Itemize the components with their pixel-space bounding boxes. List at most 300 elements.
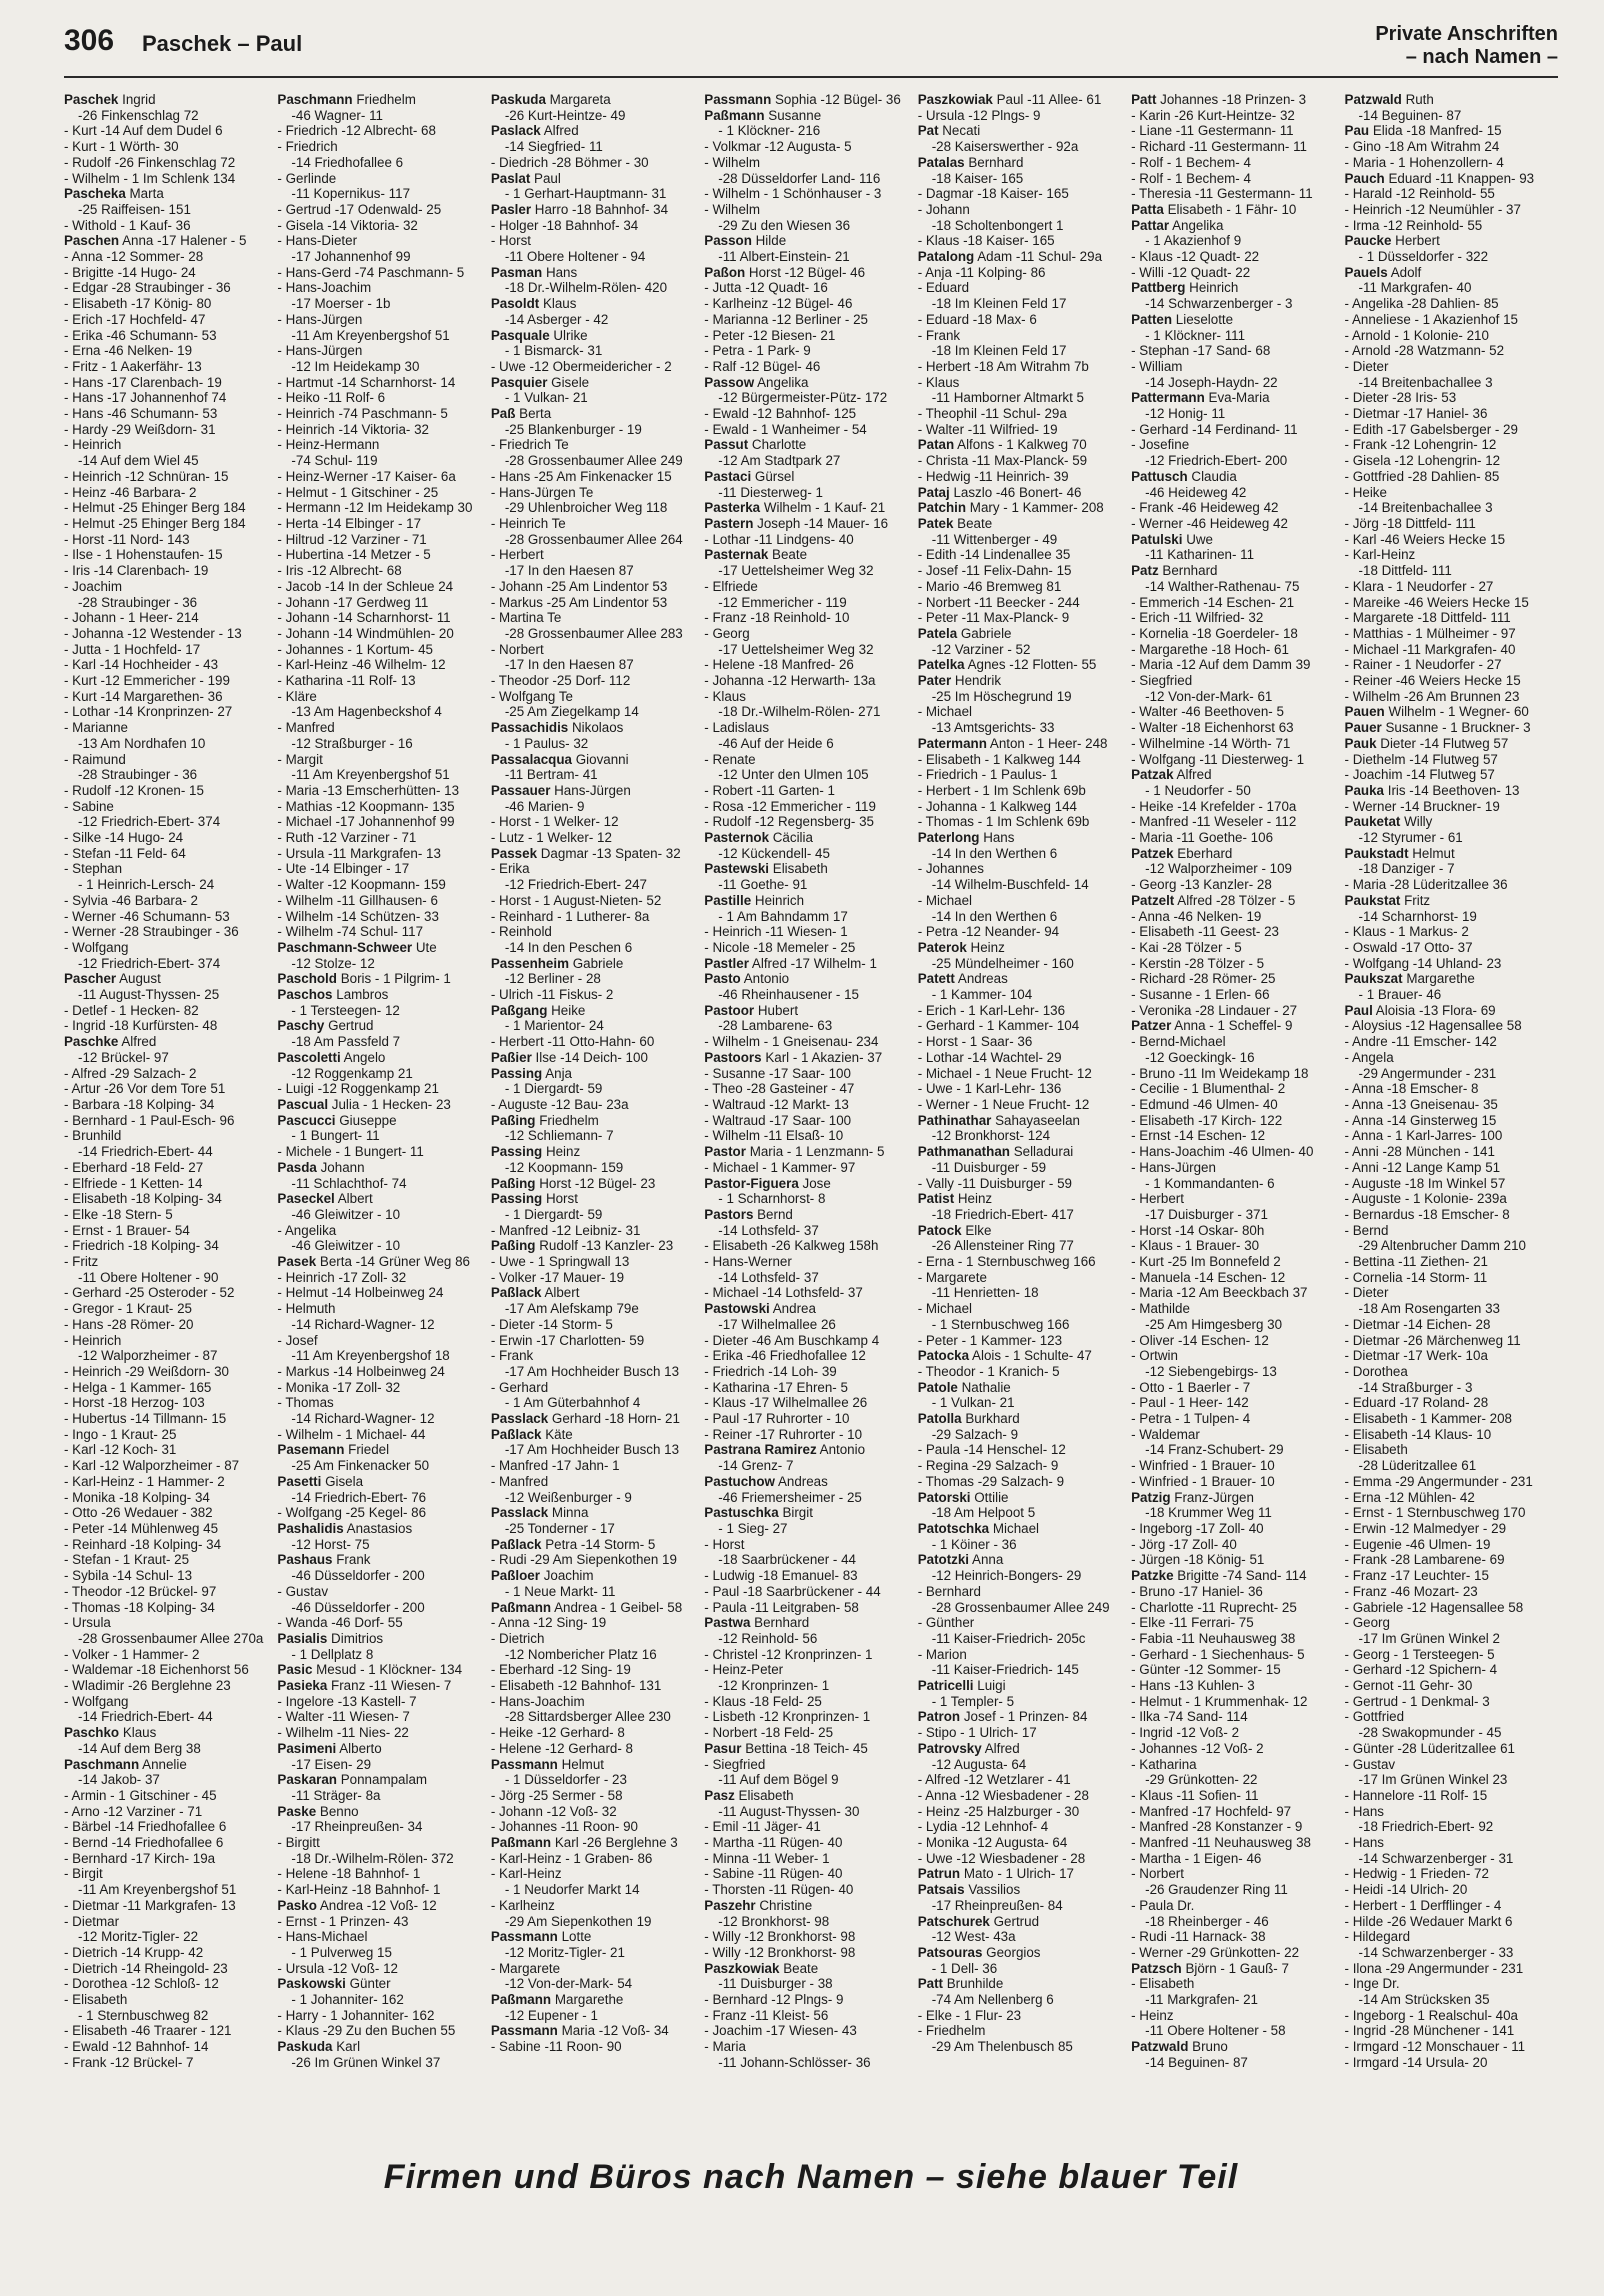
directory-entry <box>277 1097 486 1113</box>
entry-text: - Armin - 1 Gitschiner - 45 <box>64 1787 217 1803</box>
directory-entry <box>704 343 913 359</box>
entry-text: Andreas <box>777 1473 828 1489</box>
directory-entry <box>1131 846 1340 862</box>
surname: Pasman <box>490 264 543 280</box>
directory-entry <box>1131 312 1340 328</box>
entry-text: Burkhard <box>965 1411 1020 1427</box>
directory-entry <box>1131 1160 1340 1176</box>
directory-entry <box>277 1929 486 1945</box>
entry-text: -11 Diesterweg- 1 <box>718 484 823 500</box>
directory-entry <box>64 1851 273 1867</box>
directory-entry <box>64 1458 273 1474</box>
entry-text: - Heinrich -74 Paschmann- 5 <box>277 406 448 422</box>
entry-text: - Uwe - 1 Springwall 13 <box>490 1254 630 1270</box>
directory-entry <box>491 1694 700 1710</box>
entry-text: - 1 Tersteegen- 12 <box>291 1002 400 1018</box>
entry-text: Heinz <box>957 1191 993 1207</box>
directory-entry <box>918 1348 1127 1364</box>
directory-entry <box>704 500 913 516</box>
directory-entry <box>1131 814 1340 830</box>
directory-entry <box>491 390 700 406</box>
directory-entry <box>491 547 700 563</box>
directory-entry <box>1131 1537 1340 1553</box>
entry-text: - Jörg -18 Dittfeld- 111 <box>1344 515 1476 531</box>
directory-entry <box>64 1819 273 1835</box>
directory-entry <box>704 1301 913 1317</box>
directory-entry <box>1345 893 1554 909</box>
directory-entry <box>64 1301 273 1317</box>
entry-text: Elida -18 Manfred- 15 <box>1372 123 1502 139</box>
directory-entry <box>918 1694 1127 1710</box>
directory-entry <box>1131 1207 1340 1223</box>
directory-entry <box>491 1160 700 1176</box>
entry-text: - Johannes <box>917 861 984 877</box>
surname: Pashalidis <box>277 1520 344 1536</box>
directory-entry <box>277 1018 486 1034</box>
directory-entry <box>1131 1191 1340 1207</box>
directory-entry <box>277 312 486 328</box>
entry-text: - Ursula -12 Plngs- 9 <box>917 107 1041 123</box>
entry-text: -11 Kopernikus- 117 <box>291 186 411 202</box>
directory-entry <box>1131 1458 1340 1474</box>
entry-text: - Heinrich <box>64 1332 122 1348</box>
entry-text: -26 Allensteiner Ring 77 <box>931 1238 1074 1254</box>
directory-entry <box>1345 610 1554 626</box>
entry-text: - Karlheinz <box>490 1897 555 1913</box>
directory-entry <box>918 626 1127 642</box>
entry-text: -28 Straubinger - 36 <box>78 594 198 610</box>
entry-text: - Cecilie - 1 Blumenthal- 2 <box>1131 1081 1286 1097</box>
entry-text: Vassilios <box>968 1882 1021 1898</box>
entry-text: - Paul -17 Ruhrorter - 10 <box>704 1411 850 1427</box>
directory-entry <box>1345 940 1554 956</box>
entry-text: - Harry - 1 Johanniter- 162 <box>277 2007 435 2023</box>
directory-entry <box>491 1505 700 1521</box>
entry-text: -26 Kurt-Heintze- 49 <box>504 107 626 123</box>
entry-text: - Hans -17 Clarenbach- 19 <box>64 374 222 390</box>
entry-text: -12 Kronprinzen- 1 <box>718 1678 830 1694</box>
directory-entry <box>704 1819 913 1835</box>
directory-entry <box>491 516 700 532</box>
entry-text: - Iris -12 Albrecht- 68 <box>277 563 402 579</box>
directory-entry <box>277 1128 486 1144</box>
entry-text: -28 Kaiserswerther - 92a <box>931 139 1079 155</box>
entry-text: - Wilhelm -11 Nies- 22 <box>277 1725 409 1741</box>
entry-text: - Michael -17 Johannenhof 99 <box>277 814 455 830</box>
entry-text: - Sabine <box>64 798 114 814</box>
entry-text: - Paula -14 Henschel- 12 <box>917 1442 1066 1458</box>
directory-entry <box>1131 1066 1340 1082</box>
directory-entry <box>1345 673 1554 689</box>
entry-text: - Waldemar -18 Eichenhorst 56 <box>64 1662 249 1678</box>
directory-entry <box>64 1757 273 1773</box>
entry-text: - Manfred -11 Neuhausweg 38 <box>1131 1835 1311 1851</box>
directory-entry <box>918 1442 1127 1458</box>
directory-entry <box>704 375 913 391</box>
directory-entry <box>918 1411 1127 1427</box>
directory-entry <box>918 1113 1127 1129</box>
entry-text: - Gerhard -25 Osteroder - 52 <box>64 1285 235 1301</box>
directory-entry <box>1131 595 1340 611</box>
entry-text: - Hans-Werner <box>704 1254 792 1270</box>
directory-entry <box>1131 1176 1340 1192</box>
entry-text: -12 Unter den Ulmen 105 <box>718 767 869 783</box>
entry-text: - Georg -13 Kanzler- 28 <box>1131 877 1272 893</box>
directory-entry <box>704 312 913 328</box>
entry-text: - Gerhard - 1 Siechenhaus- 5 <box>1131 1646 1305 1662</box>
entry-text: - Bruno -11 Im Weidekamp 18 <box>1131 1065 1309 1081</box>
directory-entry <box>277 186 486 202</box>
directory-entry <box>64 155 273 171</box>
directory-entry <box>1131 1662 1340 1678</box>
entry-text: - Raimund <box>64 751 126 767</box>
surname: Paskuda <box>490 92 546 107</box>
entry-text: - Theophil -11 Schul- 29a <box>917 406 1067 422</box>
entry-text: - Rudolf -12 Regensberg- 35 <box>704 814 874 830</box>
directory-entry <box>918 532 1127 548</box>
entry-text: - Kurt -12 Emmericher - 199 <box>64 673 230 689</box>
entry-text: -17 Am Hochheider Busch 13 <box>504 1442 680 1458</box>
entry-text: - Friedrich -18 Kolping- 34 <box>64 1238 219 1254</box>
directory-entry <box>64 657 273 673</box>
entry-text: - Siegfried <box>1131 673 1193 689</box>
directory-entry <box>1345 1662 1554 1678</box>
surname: Patzwald <box>1131 2039 1189 2055</box>
directory-entry <box>1345 186 1554 202</box>
directory-entry <box>1131 1945 1340 1961</box>
directory-entry <box>491 1945 700 1961</box>
entry-text: Maria - 1 Lenzmann- 5 <box>749 1144 885 1160</box>
entry-text: Bruno <box>1192 2039 1228 2055</box>
directory-entry <box>1131 328 1340 344</box>
directory-entry <box>1131 406 1340 422</box>
directory-entry <box>704 186 913 202</box>
entry-text: - Wilhelm -11 Elsaß- 10 <box>704 1128 844 1144</box>
directory-entry <box>277 704 486 720</box>
entry-text: - Lothar -14 Wachtel- 29 <box>917 1049 1062 1065</box>
directory-entry <box>704 579 913 595</box>
directory-entry <box>64 123 273 139</box>
surname: Pastler <box>704 955 749 971</box>
directory-entry <box>918 1097 1127 1113</box>
surname: Patzek <box>1131 845 1174 861</box>
entry-text: Anton - 1 Heer- 248 <box>989 735 1108 751</box>
surname: Passon <box>704 233 752 249</box>
entry-text: - Hermann -12 Im Heidekamp 30 <box>277 500 473 516</box>
entry-text: - Horst - 1 August-Nieten- 52 <box>490 892 662 908</box>
surname: Pasler <box>490 201 532 217</box>
surname: Paschen <box>64 233 120 249</box>
surname: Pauka <box>1344 782 1384 798</box>
entry-text: - Ewald -12 Bahnhof- 125 <box>704 406 857 422</box>
entry-text: Mato - 1 Ulrich- 17 <box>963 1866 1074 1882</box>
entry-text: - Ernst - 1 Prinzen- 43 <box>277 1913 409 1929</box>
directory-entry <box>1345 1018 1554 1034</box>
entry-text: - Peter - 1 Kammer- 123 <box>917 1332 1063 1348</box>
directory-entry <box>704 171 913 187</box>
entry-text: - Richard -28 Römer- 25 <box>1131 971 1276 987</box>
directory-entry <box>1131 1380 1340 1396</box>
directory-entry <box>64 139 273 155</box>
directory-entry <box>918 1757 1127 1773</box>
surname: Pasialis <box>277 1630 328 1646</box>
directory-entry <box>277 720 486 736</box>
entry-text: - Josefine <box>1131 437 1190 453</box>
entry-text: - Paul -18 Saarbrückener - 44 <box>704 1583 881 1599</box>
directory-entry <box>918 155 1127 171</box>
entry-text: -11 Katharinen- 11 <box>1145 547 1255 563</box>
entry-text: Franz -11 Wiesen- 7 <box>331 1678 452 1694</box>
directory-entry <box>1345 987 1554 1003</box>
entry-text: - 1 Kommandanten- 6 <box>1145 1175 1275 1191</box>
directory-entry <box>277 783 486 799</box>
entry-text: Brunhilde <box>946 1976 1004 1992</box>
entry-text: -14 In den Werthen 6 <box>931 845 1058 861</box>
entry-text: - Wilhelm -14 Schützen- 33 <box>277 908 439 924</box>
entry-text: - Johann -17 Gerdweg 11 <box>277 594 429 610</box>
surname: Pau <box>1344 123 1370 139</box>
directory-entry <box>704 1207 913 1223</box>
entry-text: Elisabeth - 1 Fähr- 10 <box>1167 201 1297 217</box>
surname: Paul <box>1344 1002 1373 1018</box>
section-title <box>1375 23 1558 69</box>
directory-entry <box>918 218 1127 234</box>
entry-text: Beate <box>772 547 808 563</box>
entry-text: Nikolaos <box>572 720 624 736</box>
entry-text: - Margarete -18 Dittfeld- 111 <box>1344 610 1511 626</box>
entry-text: -18 Kaiser- 165 <box>931 170 1024 186</box>
entry-text: -18 Rheinberger - 46 <box>1145 1913 1269 1929</box>
entry-text: - Elfriede <box>704 578 758 594</box>
directory-entry <box>1345 720 1554 736</box>
entry-text: Friedel <box>348 1442 390 1458</box>
directory-entry <box>918 139 1127 155</box>
entry-text: - Heinz -25 Halzburger - 30 <box>917 1803 1080 1819</box>
directory-entry <box>64 280 273 296</box>
entry-text: - Wilhelm -11 Gillhausen- 6 <box>277 892 438 908</box>
entry-text: Albert <box>544 1285 580 1301</box>
entry-text: - Heinrich -12 Neumühler - 37 <box>1344 201 1521 217</box>
entry-text: Käte <box>545 1426 573 1442</box>
directory-entry <box>277 1694 486 1710</box>
entry-text: Karl - 1 Akazien- 37 <box>765 1049 883 1065</box>
directory-entry <box>277 924 486 940</box>
directory-entry <box>1131 1003 1340 1019</box>
surname: Paßmann <box>490 1835 552 1851</box>
directory-entry <box>918 736 1127 752</box>
directory-entry <box>1345 437 1554 453</box>
entry-text: -46 Rheinhausener - 15 <box>718 987 859 1003</box>
entry-text: Aloisia -13 Flora- 69 <box>1375 1002 1496 1018</box>
entry-text: - Minna -11 Weber- 1 <box>704 1850 830 1866</box>
entry-text: - Heinz <box>1131 2007 1174 2023</box>
directory-entry <box>1345 280 1554 296</box>
entry-text: Antonio <box>743 971 790 987</box>
directory-entry <box>918 924 1127 940</box>
entry-text: - Klaus -12 Quadt- 22 <box>1131 249 1260 265</box>
directory-entry <box>1131 1333 1340 1349</box>
entry-text: - Margarethe -18 Hoch- 61 <box>1131 641 1289 657</box>
directory-entry <box>918 1600 1127 1616</box>
directory-entry <box>64 1442 273 1458</box>
directory-entry <box>277 547 486 563</box>
directory-entry <box>491 296 700 312</box>
directory-entry <box>704 1144 913 1160</box>
surname: Paßlack <box>490 1285 542 1301</box>
directory-entry <box>1345 642 1554 658</box>
directory-entry <box>1131 1851 1340 1867</box>
entry-text: - Joachim -14 Flutweg 57 <box>1344 767 1495 783</box>
directory-entry <box>491 657 700 673</box>
entry-text: - Gregor - 1 Kraut- 25 <box>64 1301 193 1317</box>
directory-entry <box>491 1961 700 1977</box>
surname: Paschmann <box>277 92 353 107</box>
directory-entry <box>1345 1757 1554 1773</box>
directory-entry <box>918 1851 1127 1867</box>
directory-entry <box>277 642 486 658</box>
entry-text: Andrea <box>772 1301 816 1317</box>
entry-text: -11 August-Thyssen- 25 <box>78 987 220 1003</box>
directory-entry <box>1131 2039 1340 2055</box>
directory-entry <box>704 1757 913 1773</box>
directory-entry <box>1131 1631 1340 1647</box>
entry-text: -11 Albert-Einstein- 21 <box>718 249 850 265</box>
directory-entry <box>277 767 486 783</box>
directory-entry <box>491 987 700 1003</box>
entry-text: - Auguste -12 Bau- 23a <box>490 1097 629 1112</box>
directory-entry <box>1131 1584 1340 1600</box>
entry-text: Lambros <box>336 987 389 1003</box>
entry-text: - Wilhelm - 1 Michael- 44 <box>277 1426 426 1442</box>
entry-text: Sahayaseelan <box>995 1112 1080 1128</box>
directory-entry <box>1131 375 1340 391</box>
entry-text: - Iris -14 Clarenbach- 19 <box>64 563 209 579</box>
entry-text: Johann <box>320 1159 365 1175</box>
surname: Patole <box>917 1379 958 1395</box>
directory-entry <box>1131 1615 1340 1631</box>
surname: Patalong <box>917 249 975 265</box>
entry-text: - Hilde -26 Wedauer Markt 6 <box>1344 1913 1513 1929</box>
directory-entry <box>277 1380 486 1396</box>
directory-entry <box>491 720 700 736</box>
entry-text: - Otto - 1 Baerler - 7 <box>1131 1379 1251 1395</box>
directory-entry <box>704 469 913 485</box>
directory-entry <box>491 1003 700 1019</box>
directory-entry <box>277 1709 486 1725</box>
entry-text: Gürsel <box>754 468 795 484</box>
directory-entry <box>1345 1914 1554 1930</box>
directory-entry <box>704 1442 913 1458</box>
directory-entry <box>1131 202 1340 218</box>
entry-text: - Ursula -12 Voß- 12 <box>277 1960 398 1976</box>
entry-text: - Walter -11 Wilfried- 19 <box>917 421 1058 437</box>
directory-entry <box>1345 846 1554 862</box>
directory-entry <box>704 799 913 815</box>
directory-entry <box>491 1034 700 1050</box>
entry-text: - Maria <box>704 2039 746 2055</box>
entry-text: -74 Am Nellenberg 6 <box>931 1992 1054 2008</box>
directory-entry <box>1131 265 1340 281</box>
entry-text: - Maria -11 Goethe- 106 <box>1131 830 1274 846</box>
entry-text: -12 Walporzheimer - 109 <box>1145 861 1292 877</box>
surname: Pasieka <box>277 1678 328 1694</box>
entry-text: - 1 Brauer- 46 <box>1358 987 1442 1003</box>
entry-text: Beate <box>783 1960 819 1976</box>
directory-entry <box>1345 1851 1554 1867</box>
directory-entry <box>918 909 1127 925</box>
directory-entry <box>1345 469 1554 485</box>
surname: Paslat <box>490 170 531 186</box>
directory-entry <box>277 2039 486 2055</box>
directory-entry <box>1345 1788 1554 1804</box>
entry-text: Luigi <box>977 1678 1006 1694</box>
directory-entry <box>1131 171 1340 187</box>
surname: Pat <box>917 123 939 139</box>
entry-text: -12 Nombericher Platz 16 <box>504 1646 657 1662</box>
entry-text: - Anna -12 Wiesbadener - 28 <box>917 1787 1089 1803</box>
directory-entry <box>1131 1568 1340 1584</box>
directory-entry <box>491 1348 700 1364</box>
entry-text: - 1 Dell- 36 <box>931 1960 998 1976</box>
entry-text: Brigitte -74 Sand- 114 <box>1177 1568 1307 1584</box>
directory-entry <box>704 1113 913 1129</box>
entry-text: Ilse -14 Deich- 100 <box>535 1049 648 1065</box>
directory-entry <box>491 1380 700 1396</box>
entry-text: - Heinz-Werner -17 Kaiser- 6a <box>277 468 456 484</box>
entry-text: - Hans-Joachim <box>277 280 372 296</box>
directory-entry <box>1345 343 1554 359</box>
entry-text: - Karl -46 Weiers Hecke 15 <box>1344 531 1506 547</box>
directory-entry <box>277 1442 486 1458</box>
directory-entry <box>704 123 913 139</box>
entry-text: - Anna -14 Ginsterweg 15 <box>1344 1112 1497 1128</box>
entry-text: - Jutta - 1 Hochfeld- 17 <box>64 641 201 657</box>
entry-text: -14 Friedhofallee 6 <box>291 154 404 170</box>
directory-entry <box>1131 1788 1340 1804</box>
entry-text: - Bernd -14 Friedhofallee 6 <box>64 1835 224 1851</box>
entry-text: - Johann - 1 Heer- 214 <box>64 610 199 626</box>
entry-text: Alfred <box>984 1740 1020 1756</box>
entry-text: - Ludwig -18 Emanuel- 83 <box>704 1568 858 1584</box>
directory-entry <box>1131 1223 1340 1239</box>
entry-text: -11 Wittenberger - 49 <box>931 531 1058 547</box>
entry-text: - Waltraud -12 Markt- 13 <box>704 1097 849 1112</box>
entry-text: Heinrich <box>1189 280 1239 296</box>
entry-text: -12 Am Stadtpark 27 <box>718 453 841 469</box>
directory-entry <box>1345 1411 1554 1427</box>
directory-entry <box>64 547 273 563</box>
entry-text: Berta -14 Grüner Weg 86 <box>319 1254 470 1270</box>
entry-text: - 1 Vulkan- 21 <box>504 390 588 406</box>
directory-entry <box>918 1615 1127 1631</box>
entry-text: - Detlef - 1 Hecken- 82 <box>64 1002 199 1018</box>
entry-text: - Hans <box>1344 1803 1384 1819</box>
directory-entry <box>1131 1866 1340 1882</box>
directory-entry <box>277 1176 486 1192</box>
directory-entry <box>64 186 273 202</box>
directory-entry <box>704 233 913 249</box>
entry-text: - Bernd-Michael <box>1131 1034 1226 1050</box>
entry-text: -17 Eisen- 29 <box>291 1756 372 1772</box>
directory-entry <box>277 532 486 548</box>
directory-entry <box>704 1238 913 1254</box>
entry-text: - Dagmar -18 Kaiser- 165 <box>917 186 1069 202</box>
directory-entry <box>1345 1160 1554 1176</box>
directory-entry <box>491 830 700 846</box>
entry-text: - Ewald - 1 Wanheimer - 54 <box>704 421 867 437</box>
directory-entry <box>1131 233 1340 249</box>
entry-text: - 1 Pulverweg 15 <box>291 1944 392 1960</box>
